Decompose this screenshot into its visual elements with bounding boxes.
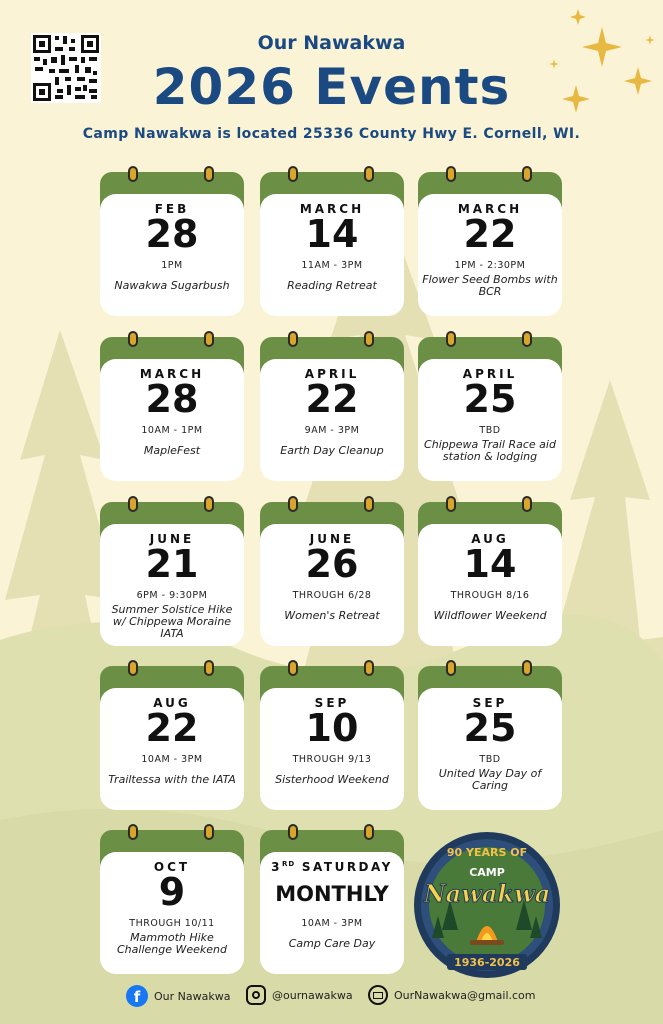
event-time: 1PM - 2:30PM	[454, 260, 526, 271]
event-card-2	[418, 172, 562, 316]
event-day: 22	[463, 212, 517, 256]
event-time: 9AM - 3PM	[304, 425, 360, 436]
event-card-7	[260, 502, 404, 646]
event-name: Nawakwa Sugarbush	[114, 279, 230, 292]
facebook-icon: f	[126, 985, 148, 1007]
ring-icon	[364, 166, 374, 182]
event-day: 22	[145, 706, 199, 750]
event-card-3	[100, 337, 244, 481]
event-name: Sisterhood Weekend	[275, 773, 389, 786]
event-day: 9	[158, 870, 186, 914]
monthly-label: MONTHLY	[275, 882, 389, 906]
instagram-link[interactable]	[246, 985, 353, 1005]
ring-icon	[128, 331, 138, 347]
email-link[interactable]	[368, 985, 536, 1005]
event-name: Flower Seed Bombs with BCR	[422, 273, 558, 298]
event-day: 10	[305, 706, 359, 750]
ring-icon	[128, 824, 138, 840]
ring-icon	[128, 166, 138, 182]
ring-icon	[364, 496, 374, 512]
event-time: 10AM - 3PM	[301, 918, 363, 929]
event-card-12	[100, 830, 244, 974]
ring-icon	[364, 331, 374, 347]
ring-icon	[288, 331, 298, 347]
event-time: THROUGH 9/13	[292, 754, 372, 765]
ring-icon	[204, 166, 214, 182]
monthly-event-card	[260, 830, 404, 974]
instagram-label: @ournawakwa	[272, 988, 353, 1002]
event-name: MapleFest	[143, 444, 201, 457]
event-time: 6PM - 9:30PM	[136, 590, 208, 601]
facebook-label: Our Nawakwa	[154, 989, 231, 1003]
event-day: 14	[305, 212, 359, 256]
event-day: 14	[463, 542, 517, 586]
event-time: 10AM - 3PM	[141, 754, 203, 765]
ring-icon	[288, 166, 298, 182]
ring-icon	[128, 660, 138, 676]
anniversary-badge	[412, 830, 562, 980]
ring-icon	[446, 331, 456, 347]
event-time: TBD	[479, 754, 501, 765]
event-card-1	[260, 172, 404, 316]
event-month: AUG	[153, 696, 191, 710]
event-month: SEP	[314, 696, 350, 710]
ring-icon	[522, 496, 532, 512]
ring-icon	[364, 660, 374, 676]
event-day: 25	[463, 706, 517, 750]
ring-icon	[128, 496, 138, 512]
event-month: OCT	[153, 860, 191, 874]
ring-icon	[522, 331, 532, 347]
event-name: Wildflower Weekend	[433, 609, 547, 622]
location-line: Camp Nawakwa is located 25336 County Hwy E. Cornell, WI.	[82, 126, 581, 142]
event-month: MARCH	[139, 367, 205, 381]
ring-icon	[364, 824, 374, 840]
event-time: 1PM	[161, 260, 183, 271]
email-label: OurNawakwa@gmail.com	[394, 988, 536, 1002]
ring-icon	[522, 166, 532, 182]
mail-icon	[368, 985, 388, 1005]
event-month: MARCH	[299, 202, 365, 216]
event-time: 11AM - 3PM	[301, 260, 363, 271]
event-card-11	[418, 666, 562, 810]
event-card-8	[418, 502, 562, 646]
event-name: United Way Day of Caring	[438, 767, 542, 792]
badge-years-text: 1936-2026	[454, 956, 520, 969]
event-time: THROUGH 10/11	[129, 918, 215, 929]
event-card-6	[100, 502, 244, 646]
event-month: AUG	[471, 532, 509, 546]
event-month: APRIL	[304, 367, 360, 381]
ring-icon	[204, 331, 214, 347]
event-day: 22	[305, 377, 359, 421]
instagram-icon	[246, 985, 266, 1005]
event-name: Mammoth Hike Challenge Weekend	[117, 931, 227, 956]
badge-camp-text: CAMP	[469, 866, 505, 879]
event-name: Summer Solstice Hike w/ Chippewa Moraine IATA	[111, 603, 233, 640]
event-name: Women's Retreat	[284, 609, 380, 622]
ring-icon	[446, 166, 456, 182]
ring-icon	[522, 660, 532, 676]
event-time: THROUGH 6/28	[292, 590, 372, 601]
event-card-0	[100, 172, 244, 316]
org-name-heading: Our Nawakwa	[257, 32, 406, 54]
event-time: TBD	[479, 425, 501, 436]
event-month: FEB	[154, 202, 190, 216]
ring-icon	[288, 824, 298, 840]
monthly-weekday: 3RD SATURDAY	[271, 860, 393, 874]
event-name: Camp Care Day	[288, 937, 376, 950]
badge-name-text: Nawakwa	[423, 879, 551, 908]
page-title: 2026 Events	[152, 58, 511, 116]
event-month: JUNE	[309, 532, 355, 546]
event-time: THROUGH 8/16	[450, 590, 530, 601]
event-name: Reading Retreat	[287, 279, 377, 292]
event-month: APRIL	[462, 367, 518, 381]
event-day: 25	[463, 377, 517, 421]
ring-icon	[446, 496, 456, 512]
ring-icon	[204, 660, 214, 676]
ring-icon	[204, 496, 214, 512]
event-day: 26	[305, 542, 359, 586]
event-card-5	[418, 337, 562, 481]
event-day: 28	[145, 377, 199, 421]
event-day: 28	[145, 212, 199, 256]
event-month: SEP	[472, 696, 508, 710]
badge-top-text: 90 YEARS OF	[446, 846, 528, 859]
event-time: 10AM - 1PM	[141, 425, 203, 436]
event-month: JUNE	[149, 532, 195, 546]
event-month: MARCH	[457, 202, 523, 216]
ring-icon	[204, 824, 214, 840]
event-card-9	[100, 666, 244, 810]
facebook-link[interactable]	[126, 985, 230, 1007]
event-card-4	[260, 337, 404, 481]
event-day: 21	[145, 542, 199, 586]
event-name: Earth Day Cleanup	[280, 444, 384, 457]
ring-icon	[446, 660, 456, 676]
event-card-10	[260, 666, 404, 810]
event-name: Trailtessa with the IATA	[108, 773, 236, 786]
footer	[0, 985, 663, 1011]
event-name: Chippewa Trail Race aid station & lodging	[424, 438, 556, 463]
ring-icon	[288, 496, 298, 512]
ring-icon	[288, 660, 298, 676]
